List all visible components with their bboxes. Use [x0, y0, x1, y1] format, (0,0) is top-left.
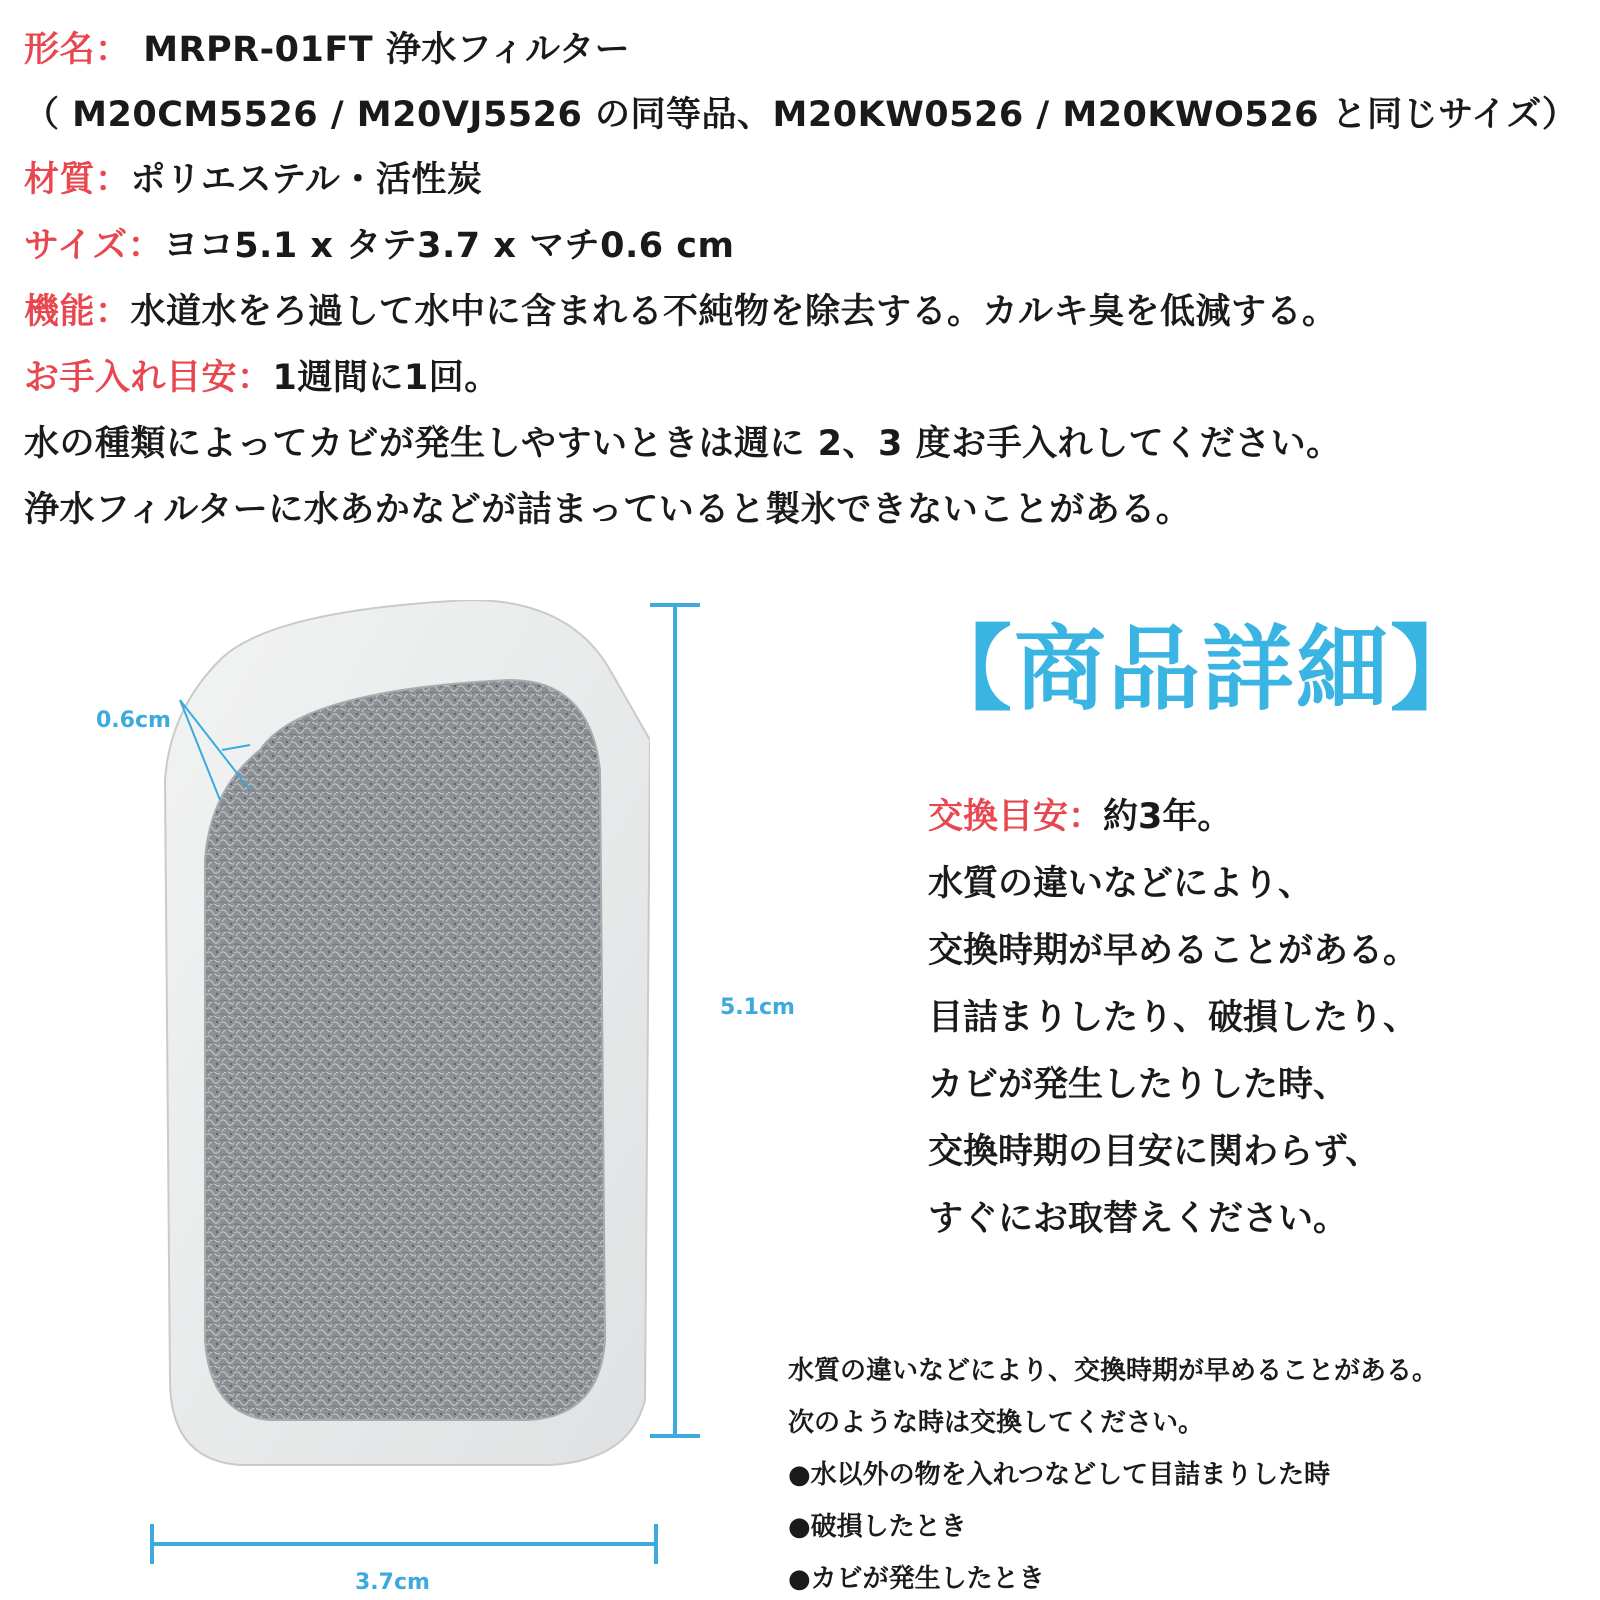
spec-model: [24, 28, 630, 72]
note-line: ●カビが発生したとき: [788, 1564, 1045, 1594]
spec-care: [24, 356, 500, 400]
spec-care-note1: 水の種類によってカビが発生しやすいときは週に 2、3 度お手入れしてください。: [24, 424, 1342, 464]
filter-product-image: [150, 600, 650, 1470]
replace-guideline-value: 約3年。: [1103, 797, 1233, 837]
width-dimension-line: [152, 1542, 656, 1546]
spec-compat: （ M20CM5526 / M20VJ5526 の同等品、M20KW0526 / M20KWO526 と同じサイズ）: [24, 95, 1578, 135]
spec-function-label: 機能：: [24, 292, 131, 332]
detail-line: 交換時期が早めることがある。: [928, 931, 1419, 971]
width-dimension-cap-right: [654, 1524, 658, 1564]
spec-material: [24, 158, 482, 202]
spec-material-label: 材質：: [24, 160, 131, 200]
width-dimension-label: 3.7cm: [355, 1570, 430, 1595]
note-line: 水質の違いなどにより、交換時期が早めることがある。: [788, 1356, 1439, 1386]
detail-line: 交換時期の目安に関わらず、: [928, 1132, 1381, 1172]
spec-function-value: 水道水をろ過して水中に含まれる不純物を除去する。カルキ臭を低減する。: [130, 292, 1338, 332]
filter-mesh-pad: [205, 680, 605, 1420]
height-dimension-cap-bottom: [650, 1434, 700, 1438]
note-line: ●破損したとき: [788, 1512, 967, 1542]
spec-care-value: 1週間に1回。: [272, 358, 500, 398]
note-line: 次のような時は交換してください。: [788, 1408, 1205, 1438]
detail-line: 目詰まりしたり、破損したり、: [928, 998, 1419, 1038]
spec-care-note2: 浄水フィルターに水あかなどが詰まっていると製氷できないことがある。: [24, 490, 1192, 530]
width-dimension-cap-left: [150, 1524, 154, 1564]
note-line: ●水以外の物を入れつなどして目詰まりした時: [788, 1460, 1331, 1490]
spec-material-value: ポリエステル・活性炭: [130, 160, 483, 200]
spec-function: [24, 290, 1338, 334]
spec-model-value: MRPR-01FT 浄水フィルター: [130, 30, 631, 70]
spec-model-label: 形名：: [24, 30, 131, 70]
detail-heading: 【商品詳細】: [920, 616, 1485, 723]
detail-line: 水質の違いなどにより、: [928, 864, 1314, 904]
detail-line: カビが発生したりした時、: [928, 1065, 1349, 1105]
thickness-dimension-label: 0.6cm: [96, 708, 171, 733]
height-dimension-line: [673, 603, 677, 1437]
height-dimension-label: 5.1cm: [720, 995, 795, 1020]
detail-line: すぐにお取替えください。: [928, 1199, 1349, 1239]
spec-size-label: サイズ：: [24, 226, 164, 266]
replace-guideline: [928, 795, 1232, 839]
spec-size: [24, 224, 735, 268]
spec-size-value: ヨコ5.1 x タテ3.7 x マチ0.6 cm: [163, 226, 735, 266]
height-dimension-cap-top: [650, 603, 700, 607]
spec-care-label: お手入れ目安：: [24, 358, 273, 398]
replace-guideline-label: 交換目安：: [928, 797, 1104, 837]
